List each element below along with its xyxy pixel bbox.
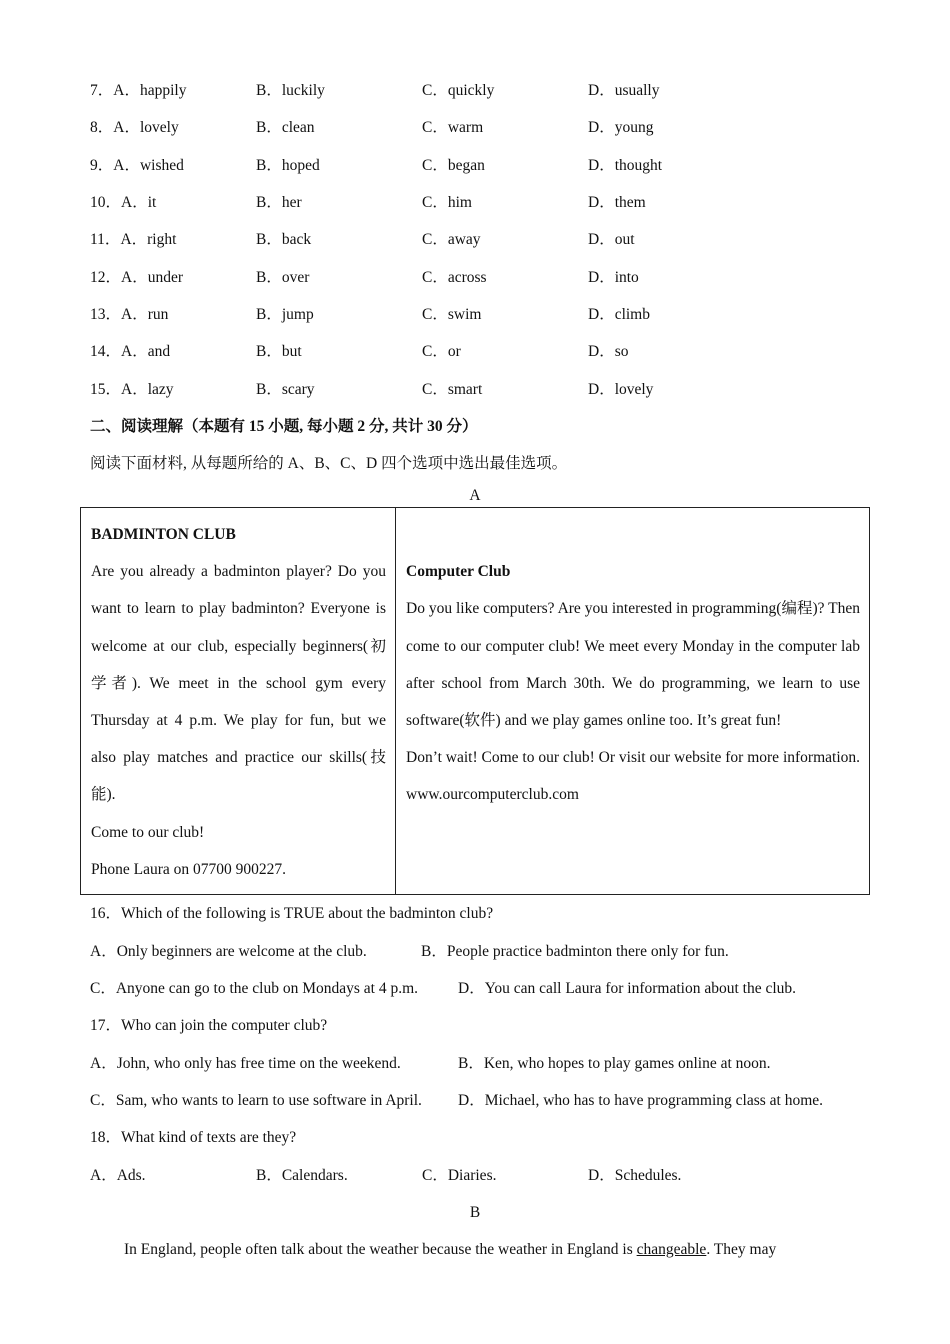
badminton-club-phone: Phone Laura on 07700 900227. xyxy=(91,860,287,878)
computer-club-website: Don’t wait! Come to our club! Or visit our website for more information. www.ourcomputerclub.com xyxy=(406,749,860,804)
badminton-club-body: Are you already a badminton player? Do you want to learn to play badminton? Everyone is welcome at our club, especially beginners(初学者). We meet in the school gym every Thursday at 4 p.m. We play for fun, but we also play matches and practice our skills(技能). xyxy=(91,563,386,804)
computer-club-title: Computer Club xyxy=(406,563,511,581)
section-2-title: 二、阅读理解（本题有 15 小题, 每小题 2 分, 共计 30 分） xyxy=(90,418,478,435)
underlined-word: changeable xyxy=(636,1241,707,1258)
passage-b-text: In England, people often talk about the weather because the weather in England is changeable. They may xyxy=(124,1241,777,1258)
passage-b-label: B xyxy=(469,1204,481,1221)
club-notice-table xyxy=(80,507,870,895)
exam-page: 7．A．happily B．luckily C．quickly D．usually 8．A．lovely B．clean C．warm D．young 9．A．wished B．hoped C．began D．thought 10．A．it B．her C．him D．them 11．A．right B．back C．away D．out 12．A．under B．over C．across D．into 13．A．run B．jump C．swim D．climb 14．A．and B．but C．or D．so 15．A．lazy B．scary C．smart D．lovely 二、阅读理解（本题有 15 小题, 每小题 2 分, 共计 30 分） 阅读下面材料, 从每题所给的 A、B、C、D 四个选项中选出最佳选项。 A BADMINTON CLUB Are you already a badminton player? Do you want to learn to play badminton? Everyone is welcome at our club, especially beginners(初学者). We meet in the school gym every Thursday at 4 p.m. We play for fun, but we also play matches and practice our skills(技能). Come to our club! Phone Laura on 07700 900227. Computer Club Do you like computers? Are you interested in programming(编程)? Then come to our computer club! We meet every Monday in the computer lab after school from March 30th. We do programming, we learn to use software(软件) and we play games online too. It’s great fun! Don’t wait! Come to our club! Or visit our website for more information. www.ourcomputerclub.com 16．Which of the following is TRUE about the badminton club? A．Only beginners are welcome at the club. B．People practice badminton there only for fun. C．Anyone can go to the club on Mondays at 4 p.m. D．You can call Laura for information about the club. 17．Who can join the computer club? A．John, who only has free time on the weekend. B．Ken, who hopes to play games online at noon. C．Sam, who wants to learn to use software in April. D．Michael, who has to have programming class at home. 18．What kind of texts are they? A．Ads. B．Calendars. C．Diaries. D．Schedules. B In England, people often talk about the weather because the weather in England is changeable. They may xyxy=(0,0,950,1344)
badminton-club-cell xyxy=(81,508,396,895)
badminton-club-title: BADMINTON CLUB xyxy=(91,526,236,543)
passage-a-label: A xyxy=(469,487,481,504)
question-16: 16．Which of the following is TRUE about the badminton club? xyxy=(90,905,494,922)
question-18: 18．What kind of texts are they? xyxy=(90,1129,297,1146)
section-2-instruction: 阅读下面材料, 从每题所给的 A、B、C、D 四个选项中选出最佳选项。 xyxy=(90,455,568,472)
badminton-club-invite: Come to our club! xyxy=(91,823,205,841)
question-17: 17．Who can join the computer club? xyxy=(90,1017,328,1034)
computer-club-cell xyxy=(396,508,870,895)
computer-club-body: Do you like computers? Are you interested in programming(编程)? Then come to our computer club! We meet every Monday in the computer lab after school from March 30th. We do programming, we learn to use software(软件) and we play games online too. It’s great fun! xyxy=(406,600,860,729)
